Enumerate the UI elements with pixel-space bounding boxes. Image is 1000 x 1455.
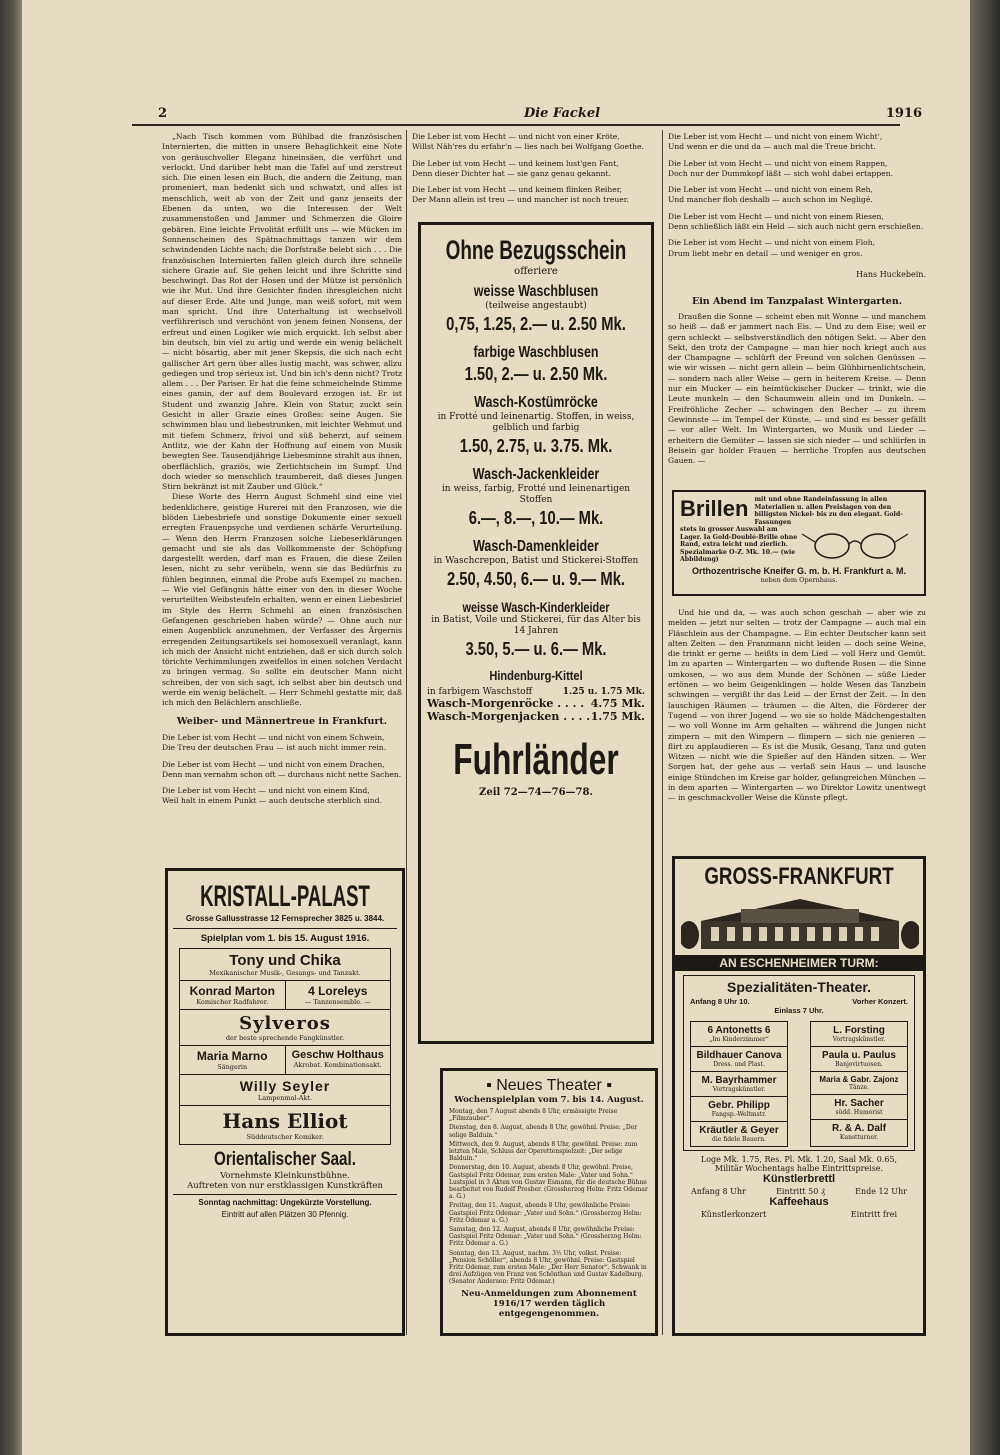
product-name: weisse Wasch-Kinderkleider bbox=[462, 599, 610, 615]
act-desc: Sängerin bbox=[217, 1063, 248, 1071]
glasses-icon bbox=[800, 528, 910, 562]
product-desc: in weiss, farbig, Frotté und leinenartigen Stoffen bbox=[441, 484, 631, 505]
masthead-title: Die Fackel bbox=[523, 106, 601, 121]
ad-subtitle: AN ESCHENHEIMER TURM: bbox=[675, 955, 923, 971]
verse: Die Leber ist vom Hecht — und nicht von einer Kröte, Willst Näh'res du erfahr'n — lies nach bei Wolfgang Goethe. bbox=[412, 132, 644, 152]
verse: Die Leber ist vom Hecht — und keinem flinken Reiher, Der Mann allein ist treu — und mancher ist noch treuer. bbox=[412, 185, 629, 205]
verse: Die Leber ist vom Hecht — und nicht von einem Schwein, Die Treu der deutschen Frau — ist auch nicht immer rein. bbox=[162, 732, 387, 753]
kb-start: Anfang 8 Uhr bbox=[691, 1187, 746, 1196]
price-value: 4.75 Mk. bbox=[590, 697, 645, 710]
ad-subtitle: Wochenspielplan vom 7. bis 14. August. bbox=[454, 1095, 644, 1105]
act-cell bbox=[691, 1122, 787, 1146]
ad-title: Brillen bbox=[680, 496, 749, 521]
newspaper-page bbox=[22, 0, 970, 1455]
kristall-palast-ad bbox=[165, 868, 405, 1336]
act-name: Willy Seyler bbox=[239, 1078, 331, 1094]
act-desc: Akrobat. Kombinationsakt. bbox=[293, 1061, 382, 1069]
act-name: 4 Loreleys bbox=[308, 984, 368, 998]
verse: Die Leber ist vom Hecht — und nicht von einem Reh, Und mancher floh deshalb — auch schon im Negligé. bbox=[668, 185, 873, 205]
act-name: Maria & Gabr. Zajonz bbox=[819, 1075, 899, 1084]
act-cell bbox=[811, 1047, 907, 1072]
ad-footer: Neu-Anmeldungen zum Abonnement bbox=[461, 1288, 637, 1299]
price-label: Wasch-Morgenjacken . . . . bbox=[427, 710, 591, 723]
company-name: Fuhrländer bbox=[453, 735, 619, 784]
book-binding bbox=[0, 0, 22, 1455]
kbrettl-title: Künstlerbrettl bbox=[762, 1173, 836, 1185]
schedule-entry: Montag, den 7 August abends 8 Uhr, ermässigte Preise „Filmzauber“. bbox=[449, 1108, 618, 1123]
verse: Die Leber ist vom Hecht — und nicht von einem Floh, Drum liebt mehr en detail — und weniger en gros. bbox=[668, 238, 876, 258]
act-name: Kräutler & Geyer bbox=[699, 1125, 779, 1136]
article-column-3 bbox=[668, 312, 926, 484]
act-cell bbox=[811, 1095, 907, 1120]
ad-address: Grosse Gallusstrasse 12 Fernsprecher 3825 u. 3844. bbox=[185, 914, 385, 923]
act-name: Bildhauer Canova bbox=[696, 1050, 782, 1061]
page-number: 2 bbox=[158, 106, 168, 121]
act-cell bbox=[691, 1097, 787, 1122]
act-desc: Banjovirtuosen. bbox=[835, 1061, 883, 1068]
act-name: R. & A. Dalf bbox=[831, 1123, 887, 1134]
saal-line: Vornehmste Kleinkunstbühne. bbox=[220, 1171, 350, 1181]
act-desc: Vortragskünstler. bbox=[832, 1036, 886, 1043]
product-name: Wasch-Jackenkleider bbox=[472, 466, 600, 483]
product-prices: 6.—, 8.—, 10.— Mk. bbox=[468, 508, 604, 528]
verse: Die Leber ist vom Hecht — und nicht von einem Drachen, Denn man vernahm schon oft — durchaus nicht nette Sachen. bbox=[162, 759, 402, 779]
signature: Hans Huckebein. bbox=[856, 270, 926, 279]
act-name: Gebr. Philipp bbox=[708, 1100, 770, 1111]
article-paragraph: Und hie und da, — was auch schon geschah — aber wie zu melden — jetzt nur selten — trotz der Campagne — auch mal ein Fläschlein aus der Champagne. — Ein echter Deutscher kann seit alten Zeiten — den Franzmann nicht leiden — doch seine Weine, die trinkt er gerne — heißts in dem Lied — voll Herz und Gemüt. Im zu aparten — Wintergarten — wo duftende Rosen — die Sinne umkosen, — wo aus dem Munde der Schönen — süße Lieder ertönen — wo beim Geigenklingen — holde Wesen das Tanzbein schwingen — vergißt ihr das Leid — der Ernst der Zeit. — In den lauschigen Räumen — träumen — die Alten, die Förderer der Tugend — von ihrer Jugend — wo sie so holde Mädchengestalten — wo voll Wonne im Arm gehalten — während die Jungen nicht zimpern — mit den Wimpern — flimpern — sich nie genieren — flirt zu applaudieren — Es ist die Musik, Gesang, Tanz und guten Witzen — nicht wie die Spießer auf den Händen sitzen. — Wer Sorgen hat, der gehe aus — verlaß sein Haus — und lausche einige Stündchen im Kreise gar holder, gefangreichen München — in dem aparten — Wintergarten — wo Direktor Lowitz unentwegt — in geschmackvoller Weise die Künste pflegt. bbox=[668, 608, 926, 803]
product-prices: 1.50, 2.— u. 2.50 Mk. bbox=[464, 364, 608, 384]
product-desc: in Waschcrepon, Batist und Stickerei-Stoffen bbox=[433, 556, 639, 566]
section-title: Weiber- und Männertreue in Frankfurt. bbox=[176, 715, 388, 727]
act-name: 6 Antonetts 6 bbox=[707, 1025, 771, 1036]
hindenburg-title: Hindenburg-Kittel bbox=[489, 668, 583, 683]
section-title: Ein Abend im Tanzpalast Wintergarten. bbox=[691, 296, 903, 307]
column-rule bbox=[406, 130, 407, 1335]
act-name: Tony und Chika bbox=[229, 952, 341, 969]
act-cell bbox=[811, 1120, 907, 1144]
act-name: Hr. Sacher bbox=[834, 1098, 884, 1109]
price-list: Loge Mk. 1.75, Res. Pl. Mk. 1.20, Saal Mk. 0.65, bbox=[700, 1155, 898, 1164]
schedule-entry: Samstag, den 12. August, abends 8 Uhr, gewöhnliche Preise: Gastspiel Fritz Odemar: „Vater und Sohn.“ (Grossherzog Helm: Fritz Odemar a. G.) bbox=[449, 1226, 642, 1248]
act-cell bbox=[691, 1022, 787, 1047]
pre-concert: Vorher Konzert. bbox=[852, 997, 908, 1006]
schedule-entry: Mittwoch, den 9. August, abends 8 Uhr, gewöhnl. Preise: zum letzten Male, Schluss der Operettenspielzeit: „Der selige Balduin.“ bbox=[449, 1140, 638, 1163]
schedule-entry: Freitag, den 11. August, abends 8 Uhr, gewöhnliche Preise: Gastspiel Fritz Odemar: „Vater und Sohn.“ (Grossherzog Helm: Fritz Odemar a. G.) bbox=[449, 1202, 642, 1224]
ad-text: stets in grosser Auswahl am Lager. Ia Gold-Doublé-Brille ohne Rand, extra leicht und zierlich. Spezialmarke O-Z. Mk. 10.— (wie Abbildung) bbox=[680, 526, 798, 564]
product-prices: 0,75, 1.25, 2.— u. 2.50 Mk. bbox=[446, 314, 626, 334]
price-label: in farbigem Waschstoff bbox=[427, 687, 532, 697]
price-label: Wasch-Morgenröcke . . . . bbox=[427, 697, 585, 710]
year: 1916 bbox=[885, 106, 922, 121]
act-name: Sylveros bbox=[239, 1013, 331, 1034]
ad-offer: offeriere bbox=[514, 266, 558, 277]
product-prices: 1.50, 2.75, u. 3.75. Mk. bbox=[459, 436, 613, 456]
act-cell bbox=[691, 1072, 787, 1097]
act-name: Maria Marno bbox=[196, 1049, 268, 1063]
theater-building-icon bbox=[681, 891, 919, 951]
saal-title: Orientalischer Saal. bbox=[214, 1149, 356, 1170]
company-address: neben dem Opernhaus. bbox=[760, 575, 838, 584]
schedule-entry: Dienstag, den 8. August, abends 8 Uhr, gewöhnl. Preise: „Der selige Balduin.“ bbox=[449, 1124, 638, 1139]
act-desc: die fidele Bauern. bbox=[711, 1136, 767, 1143]
act-desc: Komischer Radfahrer. bbox=[196, 998, 269, 1006]
act-desc: südd. Humorist bbox=[835, 1109, 883, 1116]
verse-column-3 bbox=[668, 132, 926, 282]
verse: Die Leber ist vom Hecht — und nicht von einem Riesen, Denn schließlich läßt ein Held — sich auch nicht gern erschießen. bbox=[668, 211, 924, 232]
product-prices: 3.50, 5.— u. 6.— Mk. bbox=[465, 639, 607, 659]
article-paragraph: Diese Worte des Herrn August Schmehl sind eine viel bedenklichere, geistige Hurerei mit den Franzosen, wie die blöden Liebesbriefe und sonstige Dokumente einer sexuell erregten Frauenpsyche und verdienen schärfe Verurteilung. — Wenn den Herrn Franzosen solche Liebeserklärungen gemacht und sie als das Vollkommenste der Schöpfung dargestellt werden, darf man es Frauen, die diese Zeilen lesen, nicht zu sehr verübeln, wenn sie das Bedürfnis zu fühlen beginnen, einmal die Probe aufs Exempel zu machen. — Wie viel Gefängnis hätte einer von den in dieser Woche verurteilten Weibsteufeln erhalten, wenn er einen Liebesbrief im Style des Herrn Schmehl an einen französischen Gefangenen geschrieben haben würde? — Ohne auch nur einen Augenblick anzunehmen, der Verfasser des Ärgernis erregenden Zeitungsartikels sei homosexuell veranlagt, kann ich mich der Ansicht nicht entziehen, daß er sich durch solch törichte Verhimmlungen zweifellos in einen solchen Verdacht zu bringen vermag. So sollte ein deutscher Mann nicht schreiben, der von sich sagt, ich selbst aber bin deutsch und werde ein wenig belächelt. — Herr Schmehl gestatte mir, daß ich mich den Belächlern anschließe. bbox=[162, 492, 402, 708]
act-desc: Mexikanischer Musik-, Gesangs- und Tanzakt. bbox=[209, 969, 361, 977]
verse: Die Leber ist vom Hecht — und nicht von einem Rappen, Doch nur der Dummkopf läßt — sich wohl dabei ertappen. bbox=[668, 158, 894, 178]
konzert-note: Künstlerkonzert bbox=[701, 1210, 767, 1219]
act-desc: Dress. und Plast. bbox=[713, 1061, 765, 1068]
ad-text: mit und ohne Randeinfassung in allen Materialien u. allen Preislagen von den billigsten Nickel- bis zu den elegant. Gold-Fassungen bbox=[754, 496, 903, 526]
company-address: Zeil 72—74—76—78. bbox=[479, 787, 593, 798]
act-desc: der beste sprechende Fangkünstler. bbox=[225, 1034, 345, 1042]
act-desc: Lampenmal-Akt. bbox=[257, 1094, 313, 1102]
act-name: Paula u. Paulus bbox=[822, 1050, 896, 1061]
product-name: weisse Waschblusen bbox=[473, 283, 599, 300]
company-name: Orthozentrische Kneifer G. m. b. H. Frankfurt a. M. bbox=[691, 565, 907, 576]
saal-line: Auftreten von nur erstklassigen Kunstkräften bbox=[187, 1181, 383, 1191]
ad-title: ▪ Neues Theater ▪ bbox=[486, 1077, 612, 1094]
program-title: Spielplan vom 1. bis 15. August 1916. bbox=[200, 933, 370, 944]
act-name: L. Forsting bbox=[833, 1025, 885, 1036]
act-name: M. Bayrhammer bbox=[701, 1075, 777, 1086]
act-name: Hans Elliot bbox=[222, 1109, 348, 1133]
product-name: farbige Waschblusen bbox=[473, 344, 599, 361]
ad-title: Ohne Bezugsschein bbox=[445, 235, 627, 265]
verse: Die Leber ist vom Hecht — und nicht von einem Wicht', Und wenn er die und da — auch mal die Treue bricht. bbox=[668, 132, 883, 152]
act-desc: Kunstturner. bbox=[839, 1134, 879, 1141]
ad-footer: 1916/17 werden täglich entgegengenommen. bbox=[492, 1298, 606, 1319]
act-desc: Süddeutscher Komiker. bbox=[246, 1133, 324, 1141]
entry-time: Einlass 7 Uhr. bbox=[774, 1006, 824, 1015]
act-name: Geschw Holthaus bbox=[291, 1049, 384, 1061]
price-value: 1.25 u. 1.75 Mk. bbox=[562, 687, 645, 697]
verse-column-2 bbox=[412, 132, 656, 212]
gross-frankfurt-ad bbox=[672, 856, 926, 1336]
product-desc: in Frotté und leinenartig. Stoffen, in weiss, gelblich und farbig bbox=[437, 412, 635, 433]
schedule-entry: Sonntag, den 13. August, nachm. 3½ Uhr, volkst. Preise: „Pension Schöller“, abends 8 Uhr, gewöhnl. Preise: Gastspiel Fritz Odemar, zum ersten Male: „Der Herr Senator“. Schwank in drei Aufzügen von Franz von Schönthan und Gustav Kadelburg. (Senator Andersen: Fritz Odemar.) bbox=[449, 1249, 647, 1286]
act-desc: — Tanzensemble. — bbox=[304, 998, 371, 1006]
ad-title: GROSS-FRANKFURT bbox=[704, 863, 894, 890]
entry-note: Eintritt auf allen Plätzen 30 Pfennig. bbox=[221, 1210, 349, 1219]
frei-note: Eintritt frei bbox=[850, 1210, 897, 1219]
product-prices: 2.50, 4.50, 6.— u. 9.— Mk. bbox=[446, 569, 626, 589]
article-column-1 bbox=[162, 132, 402, 854]
act-desc: Vortragskünstler. bbox=[712, 1086, 766, 1093]
sunday-note: Sonntag nachmittag: Ungekürzte Vorstellung. bbox=[198, 1198, 372, 1207]
product-desc: (teilweise angestaubt) bbox=[485, 301, 587, 311]
header-rule bbox=[132, 124, 900, 126]
kb-end: Ende 12 Uhr bbox=[855, 1187, 907, 1196]
product-desc: in Batist, Voile und Stickerei, für das Alter bis 14 Jahren bbox=[431, 615, 641, 636]
theater-name: Spezialitäten-Theater. bbox=[727, 979, 871, 995]
act-cell bbox=[811, 1022, 907, 1047]
start-time: Anfang 8 Uhr 10. bbox=[690, 997, 750, 1006]
verse: Die Leber ist vom Hecht — und keinem lust'gen Fant, Denn dieser Dichter hat — sie ganz genau gekannt. bbox=[412, 158, 619, 178]
act-desc: Tänze. bbox=[849, 1084, 869, 1091]
price-value: 1.75 Mk. bbox=[590, 710, 645, 723]
act-cell bbox=[691, 1047, 787, 1072]
ad-title: KRISTALL-PALAST bbox=[200, 880, 370, 913]
schedule-entry: Donnerstag, den 10. August, abends 8 Uhr, gewöhnl. Preise, Gastspiel Fritz Odemar, zum ersten Male: „Vater und Sohn.“ Lustspiel in 3 Akten von Gustav Esmann, für die deutsche Bühne bearbeitet von Rudolf Presber. (Grossherzog Helm: Fritz Odemar a. G.) bbox=[449, 1164, 648, 1201]
act-desc: Fangsp.-Weltmstr. bbox=[711, 1111, 767, 1118]
fuhrlaender-ad bbox=[418, 222, 654, 1044]
article-paragraph: „Nach Tisch kommen vom Bühlbad die französischen Internierten, die mitten in unsere Behaglichkeit eine Note von geräuschvoller Eleganz hineinsäen, die verführt und verlockt. Und darüber hebt man die Tafel auf und zerstreut sich. Die einen lesen ein Buch, die andern die Zeitung, man promeniert, man bedenkt sich und schwatzt, und alles ist menschlich, weit ab von der Zeit und ganz jenseits der Ebenen da unten, wo die Interessen der Welt zusammenstoßen und Jammer und Schmerzen die Gloire gebären. Eine leichte Frivolität erfüllt uns — wie Mücken im Sonnenscheinen des Spätnachmittags tanzen wir dem schwindenden Lichte nach; die Dorfstraße belebt sich . . . Die französischen Internierten fallen gleich durch ihre schnelle sichere Grazie auf. Sie gehen leicht und ihre Schritte sind beschwingt. Das Rot der Hosen und der Mütze ist persönlich wie ihr Mut. Und ihre Gesichter finden ihresgleichen nicht auf dieser Erde. Alte und Junge, man weiß sofort, mit wem man spricht. Und ihre Unterhaltung ist wechselvoll verführerisch und verschönt von jenem feinen Nonsens, der erfreut und einen Logiker wie mich erquickt. Ich selbst aber bin deutsch, bin viel zu artig und werde ein wenig belächelt — nicht bösartig, aber mit jener Skepsis, die sich nach echt gallischer Art gern über alles lustig macht, was schwer, allzu gediegen und trop sérieux ist. Und bin ich's denn nicht? Trotz allem . . . Der Pariser. Er hat die feine schmeichelnde Stimme eines gamin, der auf dem Boulevard erzogen ist. Er ist Student und zwanzig Jahre. Klein von Statur, zuckt sein Gesicht in aller Grazie eines Großes: seine Augen. Sie schwimmen blau und liebestrunken, mit leichter Wehmut und mit tiefem Schmerz, frivol und süß beherzt, auf seinem Antlitz, wie der Kahn der Hoffnung auf einem von Musik bewegten See. Tausendjährige Liebesminne strahlt aus ihnen, oberflächlich, graziös, wie Zerlichtschein im Sumpf. Und doch wieder so menschlich traumbereit, daß dieses Jungen Stirn bekränzt ist mit Zauber und Glück.“ bbox=[162, 132, 402, 492]
act-desc: „Im Kinderzimmer“ bbox=[709, 1036, 769, 1043]
product-name: Wasch-Kostümröcke bbox=[474, 394, 598, 411]
article-paragraph: Draußen die Sonne — scheint eben mit Wonne — und manchem so heiß — daß er jammert nach Eis. — Und zu dem Eise; weil er gern schleckt — selbstverständlich den nötigen Sekt. — Aber den Sekt, den trotz der Campagne — man hier noch kriegt auch aus der Champagne — schlürft der Freund von solchen Genüssen — wie wir wissen — nicht gern allein — beim Glühbirnenlichtschein, — sondern nach aller Weise — gern in heiterem Kreise. — Denn nur ein Mucker — ein heimtückischer Ducker — trinkt, wie die Leute munkeln — den Schaumwein allein und im Dunkeln. — Freifröhliche Zecher — schwingen den Becher — zu ihrem Gewinnste — im Tempel der Künste, — und sind es besser gefällt — vor aller Welt. Im Wintergarten, wo Musik und Lieder — erheitern die Gemüter — lassen sie sich nieder — und schlürfen in Beisein gar holder Frauen — herrliche Tropfen aus deutschen Gauen. — bbox=[668, 312, 926, 466]
military-note: Militär Wochentags halbe Eintrittspreise. bbox=[714, 1164, 884, 1173]
column-rule bbox=[662, 130, 663, 1335]
act-name: Konrad Marton bbox=[189, 984, 275, 998]
article-column-3-continued bbox=[668, 608, 926, 840]
act-cell bbox=[811, 1072, 907, 1095]
brillen-ad bbox=[672, 490, 926, 596]
kb-entry: Eintritt 50 ₰ bbox=[776, 1187, 825, 1196]
neues-theater-ad bbox=[440, 1068, 658, 1336]
verse: Die Leber ist vom Hecht — und nicht von einem Kind, Weil halt in einem Punkt — auch deutsche sterblich sind. bbox=[162, 786, 382, 806]
page-edge bbox=[970, 0, 1000, 1455]
product-name: Wasch-Damenkleider bbox=[473, 538, 599, 555]
cafe-title: Kaffeehaus bbox=[769, 1196, 829, 1208]
